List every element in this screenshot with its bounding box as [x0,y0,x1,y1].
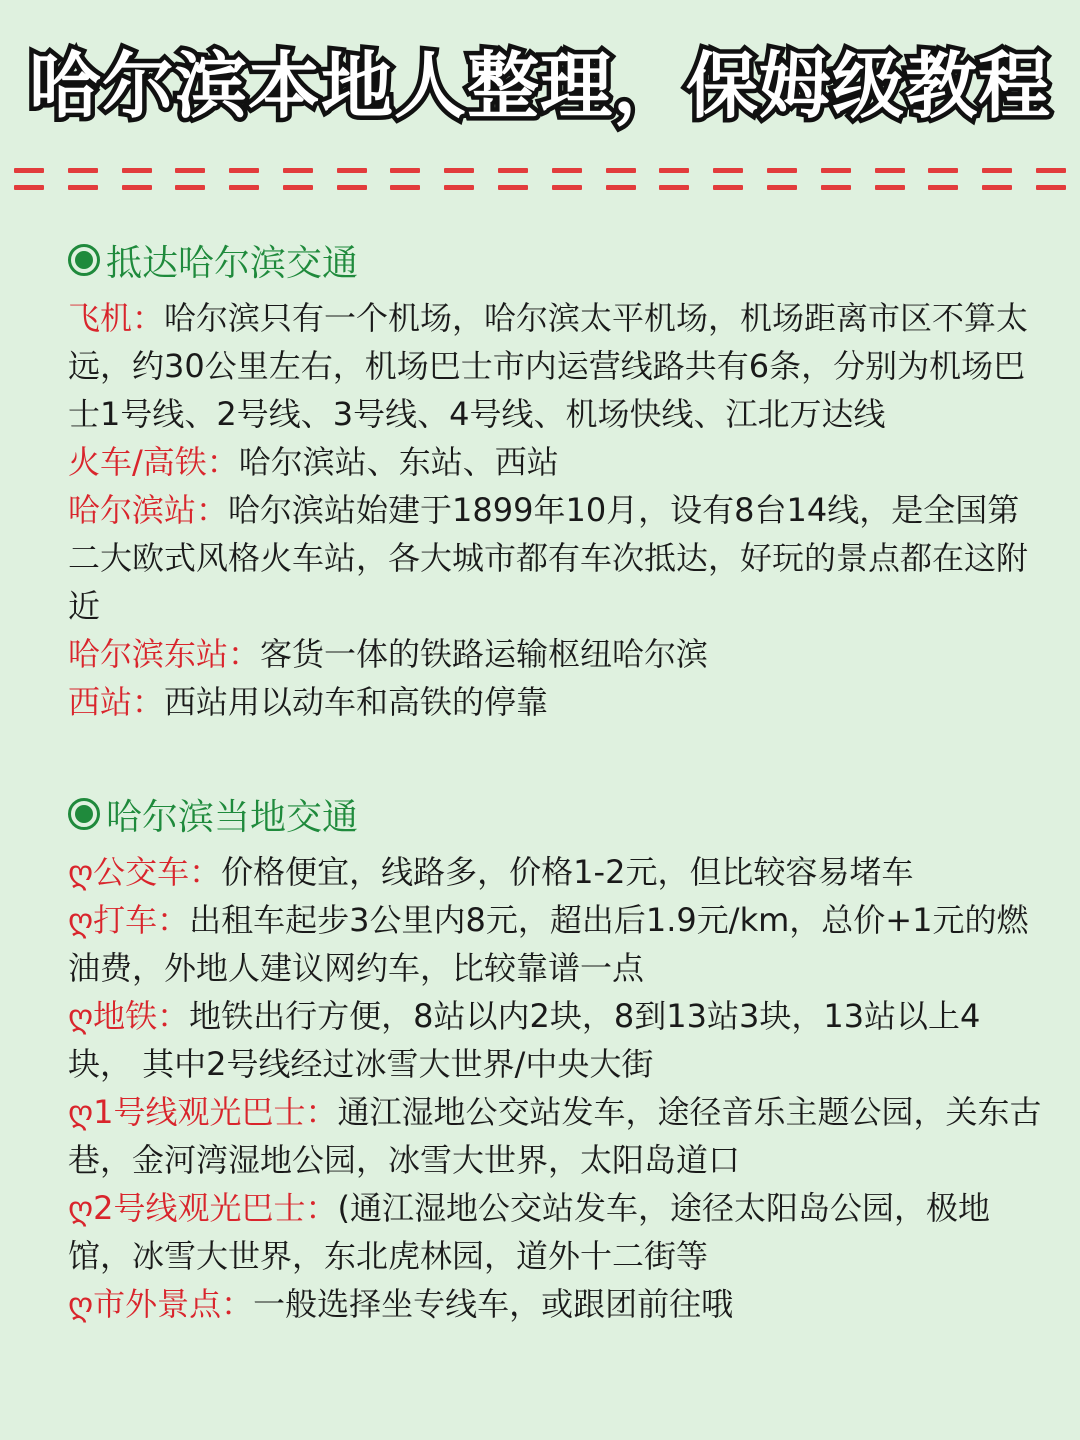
entry-taxi [68,896,1043,992]
divider-dash [928,168,958,190]
entry-key: 火车/高铁： [68,443,239,481]
divider-dash [229,168,259,190]
divider-dash [713,168,743,190]
divider-dash [1036,168,1066,190]
entry-text: 通江湿地公交站发车，途径音乐主题公园，关东古巷，金河湾湿地公园，冰雪大世界，太阳岛道口 [68,1093,1042,1179]
divider-dash [821,168,851,190]
entry-tour-bus-1 [68,1088,1043,1184]
divider-dash [444,168,474,190]
entry-text: 价格便宜，线路多，价格1-2元，但比较容易堵车 [221,853,914,891]
entry-key: 哈尔滨站： [68,491,229,529]
divider-dash [606,168,636,190]
section-title [68,786,1043,842]
entry-text: 哈尔滨站、东站、西站 [238,443,559,481]
entry-west-station [68,678,1043,726]
entry-metro [68,992,1043,1088]
page-title: 哈尔滨本地人整理，保姆级教程 [28,44,1051,128]
entry-harbin-station [68,486,1043,630]
entry-east-station [68,630,1043,678]
entry-key: 打车： [93,901,190,939]
entry-key: 西站： [68,683,165,721]
section-local [68,786,1043,1328]
entry-tour-bus-2 [68,1184,1043,1280]
entry-text: 客货一体的铁路运输枢纽哈尔滨 [260,635,709,673]
heart-mark-icon: ღ [68,1189,94,1227]
divider-dash [122,168,152,190]
entry-text: 地铁出行方便，8站以内2块，8到13站3块，13站以上4块， 其中2号线经过冰雪大世界/中央大街 [68,997,981,1083]
heart-mark-icon: ღ [68,853,94,891]
entry-key: 公交车： [93,853,222,891]
radio-bullet-icon [68,244,100,276]
heart-mark-icon: ღ [68,1285,94,1323]
heart-mark-icon: ღ [68,997,94,1035]
entry-text: 哈尔滨站始建于1899年10月，设有8台14线，是全国第二大欧式风格火车站，各大城市都有车次抵达，好玩的景点都在这附近 [68,491,1029,625]
entry-key: 2号线观光巴士： [93,1189,338,1227]
radio-bullet-icon [68,798,100,830]
section-title-text: 抵达哈尔滨交通 [106,242,359,284]
divider-dash [767,168,797,190]
entry-key: 地铁： [93,997,190,1035]
divider-dash [498,168,528,190]
entry-key: 飞机： [68,299,165,337]
entry-outskirts [68,1280,1043,1328]
divider-dash [659,168,689,190]
content [68,232,1043,1328]
divider-dash [175,168,205,190]
entry-key: 1号线观光巴士： [93,1093,338,1131]
divider-dash [14,168,44,190]
entry-plane [68,294,1043,438]
divider-dash [875,168,905,190]
section-title-text: 哈尔滨当地交通 [106,796,359,838]
entry-text: 出租车起步3公里内8元，超出后1.9元/km，总价+1元的燃油费，外地人建议网约车，比较靠谱一点 [68,901,1029,987]
divider-dash [337,168,367,190]
divider-dash [390,168,420,190]
entry-bus [68,848,1043,896]
heart-mark-icon: ღ [68,1093,94,1131]
entry-text: 一般选择坐专线车，或跟团前往哦 [253,1285,734,1323]
heart-mark-icon: ღ [68,901,94,939]
entry-text: 哈尔滨只有一个机场，哈尔滨太平机场，机场距离市区不算太远，约30公里左右，机场巴士市内运营线路共有6条，分别为机场巴士1号线、2号线、3号线、4号线、机场快线、江北万达线 [68,299,1029,433]
entry-key: 市外景点： [93,1285,254,1323]
divider-dash [982,168,1012,190]
entry-train [68,438,1043,486]
divider-dash [68,168,98,190]
divider-dash [552,168,582,190]
section-arrival [68,232,1043,726]
section-title [68,232,1043,288]
entry-key: 哈尔滨东站： [68,635,261,673]
entry-text: 西站用以动车和高铁的停靠 [164,683,549,721]
divider-dash [283,168,313,190]
dashed-divider [14,166,1066,192]
entry-text: (通江湿地公交站发车，途径太阳岛公园，极地馆，冰雪大世界，东北虎林园，道外十二街等 [68,1189,991,1275]
